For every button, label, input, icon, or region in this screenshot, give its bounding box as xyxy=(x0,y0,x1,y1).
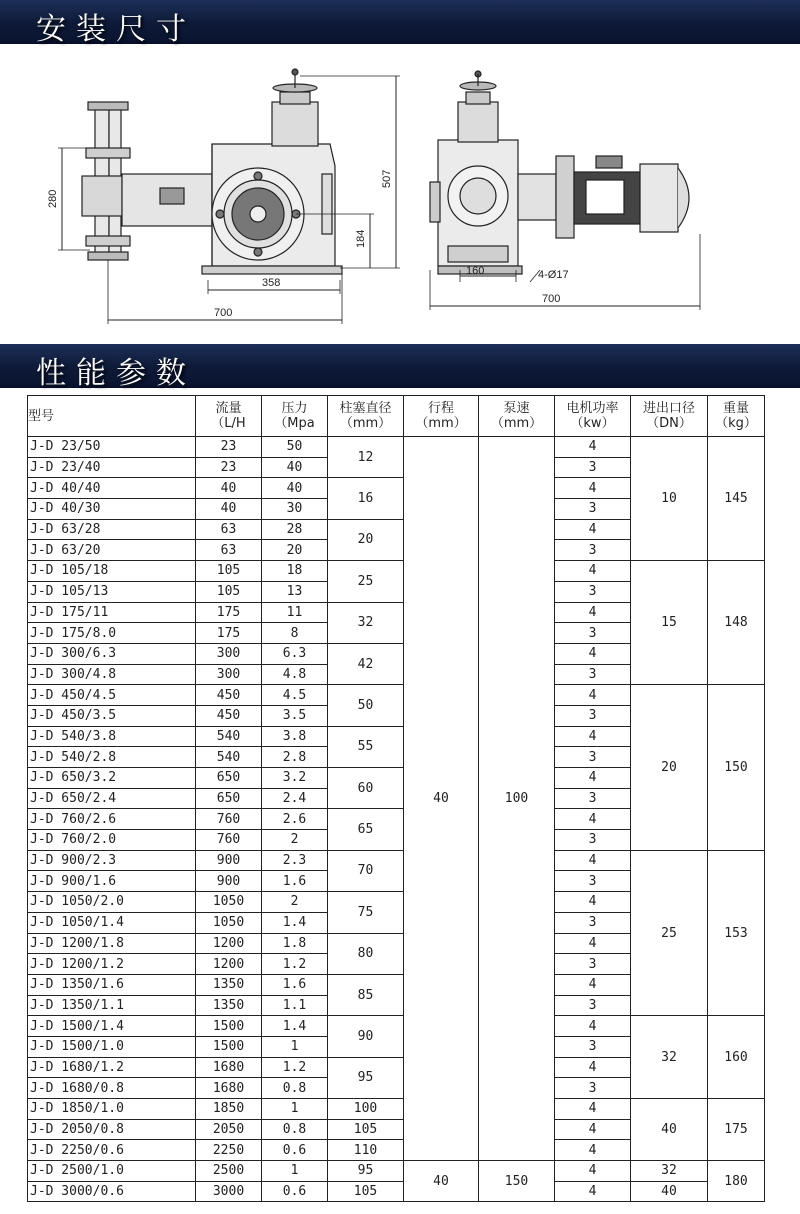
model-cell: J-D 40/40 xyxy=(28,478,196,499)
plunger-cell: 16 xyxy=(328,478,404,519)
flow-cell: 1200 xyxy=(196,933,262,954)
model-cell: J-D 1200/1.2 xyxy=(28,954,196,975)
pressure-cell: 0.8 xyxy=(262,1119,328,1140)
power-cell: 4 xyxy=(555,643,631,664)
flow-cell: 175 xyxy=(196,602,262,623)
table-row xyxy=(28,1099,765,1120)
flow-cell: 105 xyxy=(196,561,262,582)
header-stroke-title: 行程 xyxy=(427,401,454,416)
power-cell: 4 xyxy=(555,974,631,995)
flow-cell: 63 xyxy=(196,519,262,540)
model-cell: J-D 1500/1.0 xyxy=(28,1036,196,1057)
flow-cell: 650 xyxy=(196,788,262,809)
pressure-cell: 0.6 xyxy=(262,1140,328,1161)
speed-cell: 150 xyxy=(479,1161,555,1202)
power-cell: 3 xyxy=(555,1078,631,1099)
header-power-unit: （kw） xyxy=(570,416,615,431)
dim-184: 184 xyxy=(355,229,367,248)
pressure-cell: 50 xyxy=(262,437,328,458)
weight-cell: 153 xyxy=(708,850,765,1016)
dn-cell: 32 xyxy=(631,1161,708,1182)
performance-section-title: 性能参数 xyxy=(36,356,196,391)
header-weight-unit: （kg） xyxy=(715,416,757,431)
power-cell: 4 xyxy=(555,1016,631,1037)
model-cell: J-D 63/20 xyxy=(28,540,196,561)
model-cell: J-D 1500/1.4 xyxy=(28,1016,196,1037)
model-cell: J-D 175/11 xyxy=(28,602,196,623)
table-row xyxy=(28,1161,765,1182)
plunger-cell: 70 xyxy=(328,850,404,891)
weight-cell: 150 xyxy=(708,685,765,851)
plunger-cell: 65 xyxy=(328,809,404,850)
pressure-cell: 3.5 xyxy=(262,705,328,726)
flow-cell: 450 xyxy=(196,705,262,726)
header-plunger xyxy=(328,396,404,437)
model-cell: J-D 1850/1.0 xyxy=(28,1099,196,1120)
dim-280: 280 xyxy=(47,189,59,208)
power-cell: 3 xyxy=(555,954,631,975)
performance-table xyxy=(27,395,765,1202)
power-cell: 4 xyxy=(555,685,631,706)
flow-cell: 900 xyxy=(196,850,262,871)
flow-cell: 760 xyxy=(196,830,262,851)
power-cell: 3 xyxy=(555,623,631,644)
model-cell: J-D 300/6.3 xyxy=(28,643,196,664)
power-cell: 3 xyxy=(555,912,631,933)
header-power-title: 电机功率 xyxy=(566,401,619,416)
header-speed-title: 泵速 xyxy=(503,401,530,416)
dn-cell: 15 xyxy=(631,561,708,685)
power-cell: 4 xyxy=(555,1119,631,1140)
power-cell: 3 xyxy=(555,788,631,809)
power-cell: 3 xyxy=(555,830,631,851)
flow-cell: 540 xyxy=(196,726,262,747)
install-section-title: 安装尺寸 xyxy=(36,12,196,47)
pressure-cell: 2.6 xyxy=(262,809,328,830)
pressure-cell: 2.4 xyxy=(262,788,328,809)
pressure-cell: 1.4 xyxy=(262,1016,328,1037)
flow-cell: 23 xyxy=(196,437,262,458)
weight-cell: 148 xyxy=(708,561,765,685)
dim-358: 358 xyxy=(262,277,281,289)
header-stroke xyxy=(404,396,479,437)
installation-drawing xyxy=(0,44,800,344)
power-cell: 4 xyxy=(555,602,631,623)
dim-holes: 4-Ø17 xyxy=(538,269,569,281)
weight-cell: 160 xyxy=(708,1016,765,1099)
power-cell: 4 xyxy=(555,726,631,747)
flow-cell: 760 xyxy=(196,809,262,830)
flow-cell: 450 xyxy=(196,685,262,706)
power-cell: 4 xyxy=(555,1099,631,1120)
power-cell: 3 xyxy=(555,747,631,768)
flow-cell: 650 xyxy=(196,768,262,789)
header-power xyxy=(555,396,631,437)
dim-160: 160 xyxy=(466,265,485,277)
model-cell: J-D 1350/1.6 xyxy=(28,974,196,995)
pressure-cell: 1 xyxy=(262,1099,328,1120)
table-row xyxy=(28,685,765,706)
flow-cell: 1350 xyxy=(196,995,262,1016)
power-cell: 4 xyxy=(555,437,631,458)
model-cell: J-D 175/8.0 xyxy=(28,623,196,644)
model-cell: J-D 2050/0.8 xyxy=(28,1119,196,1140)
flow-cell: 63 xyxy=(196,540,262,561)
header-speed-unit: （mm） xyxy=(490,416,543,431)
pressure-cell: 1.6 xyxy=(262,974,328,995)
plunger-cell: 42 xyxy=(328,643,404,684)
power-cell: 3 xyxy=(555,1036,631,1057)
table-row xyxy=(28,437,765,458)
header-model xyxy=(28,396,196,437)
model-cell: J-D 650/2.4 xyxy=(28,788,196,809)
power-cell: 4 xyxy=(555,478,631,499)
model-cell: J-D 760/2.0 xyxy=(28,830,196,851)
header-weight xyxy=(708,396,765,437)
header-plunger-title: 柱塞直径 xyxy=(339,401,392,416)
pressure-cell: 40 xyxy=(262,478,328,499)
plunger-cell: 60 xyxy=(328,768,404,809)
model-cell: J-D 2500/1.0 xyxy=(28,1161,196,1182)
dn-cell: 40 xyxy=(631,1181,708,1202)
pressure-cell: 1.2 xyxy=(262,1057,328,1078)
header-weight-title: 重量 xyxy=(722,401,749,416)
power-cell: 3 xyxy=(555,581,631,602)
pressure-cell: 2 xyxy=(262,892,328,913)
plunger-cell: 12 xyxy=(328,437,404,478)
power-cell: 4 xyxy=(555,1140,631,1161)
pressure-cell: 20 xyxy=(262,540,328,561)
table-header-row xyxy=(28,396,765,437)
power-cell: 3 xyxy=(555,457,631,478)
flow-cell: 2250 xyxy=(196,1140,262,1161)
weight-cell: 145 xyxy=(708,437,765,561)
model-cell: J-D 23/50 xyxy=(28,437,196,458)
power-cell: 4 xyxy=(555,892,631,913)
weight-cell: 175 xyxy=(708,1099,765,1161)
dn-cell: 32 xyxy=(631,1016,708,1099)
model-cell: J-D 650/3.2 xyxy=(28,768,196,789)
model-cell: J-D 105/13 xyxy=(28,581,196,602)
header-pressure-unit: （Mpa xyxy=(274,416,315,431)
flow-cell: 175 xyxy=(196,623,262,644)
pressure-cell: 28 xyxy=(262,519,328,540)
flow-cell: 105 xyxy=(196,581,262,602)
plunger-cell: 105 xyxy=(328,1181,404,1202)
model-cell: J-D 63/28 xyxy=(28,519,196,540)
flow-cell: 1050 xyxy=(196,892,262,913)
table-row xyxy=(28,561,765,582)
pressure-cell: 4.5 xyxy=(262,685,328,706)
header-stroke-unit: （mm） xyxy=(415,416,467,431)
speed-cell: 100 xyxy=(479,437,555,1161)
model-cell: J-D 300/4.8 xyxy=(28,664,196,685)
flow-cell: 40 xyxy=(196,478,262,499)
plunger-cell: 80 xyxy=(328,933,404,974)
flow-cell: 1850 xyxy=(196,1099,262,1120)
header-plunger-unit: （mm） xyxy=(339,416,392,431)
pressure-cell: 30 xyxy=(262,499,328,520)
table-row xyxy=(28,1016,765,1037)
pressure-cell: 2 xyxy=(262,830,328,851)
dn-cell: 40 xyxy=(631,1099,708,1161)
pressure-cell: 3.8 xyxy=(262,726,328,747)
plunger-cell: 75 xyxy=(328,892,404,933)
model-cell: J-D 900/2.3 xyxy=(28,850,196,871)
model-cell: J-D 1200/1.8 xyxy=(28,933,196,954)
pressure-cell: 3.2 xyxy=(262,768,328,789)
flow-cell: 2050 xyxy=(196,1119,262,1140)
plunger-cell: 100 xyxy=(328,1099,404,1120)
dn-cell: 10 xyxy=(631,437,708,561)
flow-cell: 1350 xyxy=(196,974,262,995)
model-cell: J-D 540/2.8 xyxy=(28,747,196,768)
model-cell: J-D 40/30 xyxy=(28,499,196,520)
table-row xyxy=(28,850,765,871)
flow-cell: 1500 xyxy=(196,1036,262,1057)
header-pressure-title: 压力 xyxy=(281,401,308,416)
flow-cell: 1050 xyxy=(196,912,262,933)
model-cell: J-D 540/3.8 xyxy=(28,726,196,747)
flow-cell: 3000 xyxy=(196,1181,262,1202)
table-row xyxy=(28,1181,765,1202)
power-cell: 3 xyxy=(555,995,631,1016)
dn-cell: 20 xyxy=(631,685,708,851)
plunger-cell: 105 xyxy=(328,1119,404,1140)
pressure-cell: 2.8 xyxy=(262,747,328,768)
model-cell: J-D 1050/1.4 xyxy=(28,912,196,933)
flow-cell: 300 xyxy=(196,664,262,685)
model-cell: J-D 1050/2.0 xyxy=(28,892,196,913)
header-flow-title: 流量 xyxy=(215,401,242,416)
power-cell: 4 xyxy=(555,768,631,789)
model-cell: J-D 1350/1.1 xyxy=(28,995,196,1016)
install-section-banner xyxy=(0,0,800,47)
model-cell: J-D 3000/0.6 xyxy=(28,1181,196,1202)
pressure-cell: 0.6 xyxy=(262,1181,328,1202)
header-dn-unit: （DN） xyxy=(646,416,692,431)
pressure-cell: 0.8 xyxy=(262,1078,328,1099)
pressure-cell: 1 xyxy=(262,1036,328,1057)
pressure-cell: 6.3 xyxy=(262,643,328,664)
model-cell: J-D 23/40 xyxy=(28,457,196,478)
model-cell: J-D 760/2.6 xyxy=(28,809,196,830)
model-cell: J-D 1680/1.2 xyxy=(28,1057,196,1078)
stroke-cell: 40 xyxy=(404,1161,479,1202)
pressure-cell: 1.8 xyxy=(262,933,328,954)
power-cell: 4 xyxy=(555,1057,631,1078)
power-cell: 3 xyxy=(555,540,631,561)
model-cell: J-D 105/18 xyxy=(28,561,196,582)
power-cell: 4 xyxy=(555,519,631,540)
flow-cell: 23 xyxy=(196,457,262,478)
dim-507: 507 xyxy=(381,169,393,188)
stroke-cell: 40 xyxy=(404,437,479,1161)
performance-section-banner xyxy=(0,344,800,391)
pressure-cell: 18 xyxy=(262,561,328,582)
pressure-cell: 11 xyxy=(262,602,328,623)
power-cell: 4 xyxy=(555,1181,631,1202)
pressure-cell: 1.2 xyxy=(262,954,328,975)
pressure-cell: 1.6 xyxy=(262,871,328,892)
pressure-cell: 2.3 xyxy=(262,850,328,871)
header-dn-title: 进出口径 xyxy=(642,401,695,416)
plunger-cell: 50 xyxy=(328,685,404,726)
flow-cell: 40 xyxy=(196,499,262,520)
power-cell: 4 xyxy=(555,809,631,830)
header-pressure xyxy=(262,396,328,437)
plunger-cell: 25 xyxy=(328,561,404,602)
plunger-cell: 90 xyxy=(328,1016,404,1057)
weight-cell: 180 xyxy=(708,1161,765,1202)
flow-cell: 540 xyxy=(196,747,262,768)
header-dn xyxy=(631,396,708,437)
model-cell: J-D 450/3.5 xyxy=(28,705,196,726)
model-cell: J-D 450/4.5 xyxy=(28,685,196,706)
plunger-cell: 55 xyxy=(328,726,404,767)
flow-cell: 1500 xyxy=(196,1016,262,1037)
header-model-title: 型号 xyxy=(28,408,55,424)
dim-700-left: 700 xyxy=(214,307,233,319)
plunger-cell: 95 xyxy=(328,1161,404,1182)
power-cell: 3 xyxy=(555,664,631,685)
header-flow xyxy=(196,396,262,437)
model-cell: J-D 2250/0.6 xyxy=(28,1140,196,1161)
dim-700-right: 700 xyxy=(542,293,561,305)
power-cell: 4 xyxy=(555,561,631,582)
pressure-cell: 4.8 xyxy=(262,664,328,685)
flow-cell: 1680 xyxy=(196,1057,262,1078)
power-cell: 3 xyxy=(555,871,631,892)
plunger-cell: 95 xyxy=(328,1057,404,1098)
plunger-cell: 110 xyxy=(328,1140,404,1161)
power-cell: 4 xyxy=(555,1161,631,1182)
flow-cell: 2500 xyxy=(196,1161,262,1182)
plunger-cell: 85 xyxy=(328,974,404,1015)
power-cell: 4 xyxy=(555,850,631,871)
pressure-cell: 8 xyxy=(262,623,328,644)
table-body xyxy=(28,437,765,1202)
power-cell: 3 xyxy=(555,705,631,726)
flow-cell: 900 xyxy=(196,871,262,892)
pressure-cell: 1 xyxy=(262,1161,328,1182)
model-cell: J-D 1680/0.8 xyxy=(28,1078,196,1099)
pressure-cell: 1.1 xyxy=(262,995,328,1016)
pressure-cell: 1.4 xyxy=(262,912,328,933)
pressure-cell: 13 xyxy=(262,581,328,602)
header-speed xyxy=(479,396,555,437)
plunger-cell: 32 xyxy=(328,602,404,643)
model-cell: J-D 900/1.6 xyxy=(28,871,196,892)
flow-cell: 1200 xyxy=(196,954,262,975)
flow-cell: 300 xyxy=(196,643,262,664)
power-cell: 3 xyxy=(555,499,631,520)
pressure-cell: 40 xyxy=(262,457,328,478)
flow-cell: 1680 xyxy=(196,1078,262,1099)
dn-cell: 25 xyxy=(631,850,708,1016)
plunger-cell: 20 xyxy=(328,519,404,560)
power-cell: 4 xyxy=(555,933,631,954)
header-flow-unit: （L/H xyxy=(211,416,246,431)
